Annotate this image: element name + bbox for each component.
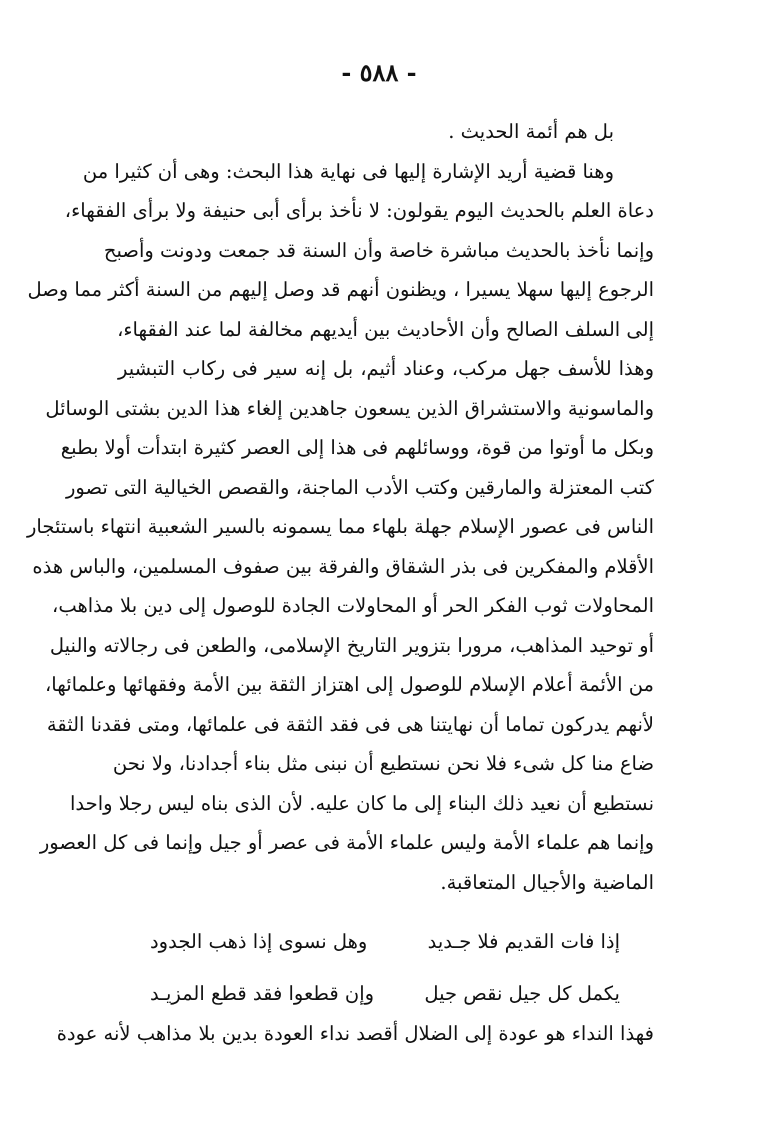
paragraph-line: أو توحيد المذاهب، مرورا بتزوير التاريخ الإسلامى، والطعن فى رجالاته والنيل	[49, 633, 654, 657]
paragraph-line: المحاولات ثوب الفكر الحر أو المحاولات الجادة للوصول إلى دين بلا مذاهب،	[52, 594, 654, 617]
paragraph-line: والماسونية والاستشراق الذين يسعون جاهدين إلغاء هذا الدين بشتى الوسائل	[45, 396, 654, 420]
closing-line: فهذا النداء هو عودة إلى الضلال أقصد نداء العودة بدين بلا مذاهب لأنه عودة	[56, 1022, 654, 1045]
paragraph-line: وبكل ما أوتوا من قوة، ووسائلهم فى هذا إلى العصر كثيرة ابتدأت أولا بطبع	[60, 436, 654, 459]
paragraph-line: من الأئمة أعلام الإسلام للوصول إلى اهتزاز الثقة بين الأمة وفقهائها وعلمائها،	[45, 673, 654, 696]
paragraph-line: وهنا قضية أريد الإشارة إليها فى نهاية هذا البحث: وهى أن كثيرا من	[82, 159, 614, 183]
paragraph-line: الأقلام والمفكرين فى بذر الشقاق والفرقة بين صفوف المسلمين، والباس هذه	[32, 554, 654, 578]
poem-first-hemistich: إذا فات القديم فلا جـديد	[427, 930, 620, 953]
paragraph-line: بل هم أئمة الحديث .	[448, 120, 614, 143]
body-text	[27, 112, 654, 902]
paragraph-line: كتب المعتزلة والمارقين وكتب الأدب الماجنة، والقصص الخيالية التى تصور	[65, 475, 654, 499]
paragraph-line: إلى السلف الصالح وأن الأحاديث بين أيديهم مخالفة لما عند الفقهاء،	[117, 317, 654, 341]
poem-second-hemistich: وإن قطعوا فقد قطع المزيـد	[150, 982, 375, 1005]
paragraph-line: وهذا للأسف جهل مركب، وعناد أثيم، بل إنه سير فى ركاب التبشير	[118, 357, 654, 380]
poem-second-hemistich: وهل نسوى إذا ذهب الجدود	[150, 930, 368, 953]
paragraph-line: لأنهم يدركون تماما أن نهايتنا هى فى فقد الثقة فى علمائها، ومتى فقدنا الثقة	[46, 712, 654, 736]
poem-verse	[150, 930, 620, 982]
paragraph-line: الرجوع إليها سهلا يسيرا ، ويظنون أنهم قد وصل إليهم من السنة أكثر مما وصل	[27, 278, 654, 301]
paragraph-line: وإنما نأخذ بالحديث مباشرة خاصة وأن السنة قد جمعت ودونت وأصبح	[103, 238, 654, 262]
poem-first-hemistich: يكمل كل جيل نقص جيل	[424, 982, 620, 1005]
paragraph-line: نستطيع أن نعيد ذلك البناء إلى ما كان عليه. لأن الذى بناه ليس رجلا واحدا	[69, 791, 654, 815]
page-number: - ٥٨٨ -	[341, 58, 417, 87]
paragraph-line: وإنما هم علماء الأمة وليس علماء الأمة فى عصر أو جيل وإنما فى كل العصور	[39, 831, 654, 854]
poem-verses	[150, 930, 620, 1034]
paragraph-line: الناس فى عصور الإسلام جهلة بلهاء مما يسمونه بالسير الشعبية انتهاء باستئجار	[27, 515, 654, 538]
paragraph-line: ضاع منا كل شىء فلا نحن نستطيع أن نبنى مثل بناء أجدادنا، ولا نحن	[112, 752, 654, 775]
paragraph-line: الماضية والأجيال المتعاقبة.	[440, 870, 654, 894]
paragraph-line: دعاة العلم بالحديث اليوم يقولون: لا نأخذ برأى أبى حنيفة ولا برأى الفقهاء،	[64, 199, 654, 222]
